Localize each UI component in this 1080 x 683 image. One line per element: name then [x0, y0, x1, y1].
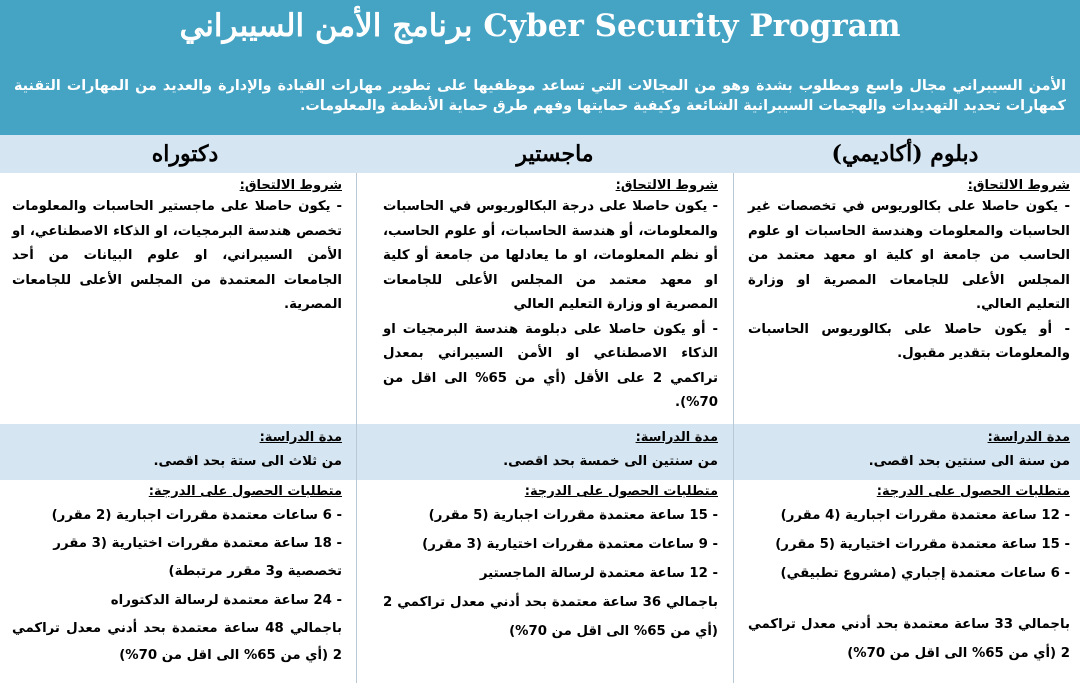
duration-heading: مدة الدراسة:: [259, 430, 342, 445]
requirement-item: - 12 ساعة معتمدة لرسالة الماجستير: [479, 566, 718, 581]
diploma-requirements: [748, 483, 1070, 668]
masters-admission: [383, 177, 718, 416]
duration-value: من سنة الى سنتين بحد اقصى.: [868, 454, 1070, 469]
requirement-item: - 6 ساعات معتمدة مقررات اجبارية (2 مقرر): [51, 508, 342, 523]
column-divider: [356, 173, 357, 683]
masters-duration: [383, 429, 718, 476]
diploma-heading: دبلوم (أكاديمي): [831, 141, 979, 167]
admission-item: - أو يكون حاصلا على بكالوريوس الحاسبات والمعلومات بتقدير مقبول.: [748, 321, 1070, 361]
requirements-heading: متطلبات الحصول على الدرجة:: [876, 484, 1070, 499]
requirement-item: - 6 ساعات معتمدة إجباري (مشروع تطبيقي): [780, 566, 1070, 581]
column-divider: [733, 173, 734, 683]
requirements-total: باجمالي 36 ساعة معتمدة بحد أدني معدل تراكمي 2 (أي من 65% الى اقل من 70%): [383, 595, 718, 639]
diploma-duration: [748, 429, 1070, 476]
requirement-item: - 9 ساعات معتمدة مقررات اختيارية (3 مقرر): [422, 537, 718, 552]
duration-value: من ثلاث الى ستة بحد اقصى.: [153, 454, 342, 469]
admission-heading: شروط الالتحاق:: [239, 178, 342, 193]
requirements-total: باجمالي 48 ساعة معتمدة بحد أدني معدل تراكمي 2 (أي من 65% الى اقل من 70%): [12, 621, 342, 663]
requirement-item: - 15 ساعة معتمدة مقررات اختيارية (5 مقرر): [775, 537, 1070, 552]
duration-value: من سنتين الى خمسة بحد اقصى.: [503, 454, 718, 469]
requirements-heading: متطلبات الحصول على الدرجة:: [148, 484, 342, 499]
requirement-item: - 18 ساعة معتمدة مقررات اختيارية (3 مقرر تخصصية و3 مقرر مرتبطة): [53, 536, 342, 579]
admission-item: - يكون حاصلا على ماجستير الحاسبات والمعلومات تخصص هندسة البرمجيات، او الذكاء الاصطناعي، او الأمن السيبراني، او علوم البيانات من أحد الجامعات المعتمدة من المجلس الأعلى للجامعات المصرية.: [12, 199, 342, 312]
admission-item: - يكون حاصلا على بكالوريوس في تخصصات غير الحاسبات والمعلومات وهندسة الحاسبات او علوم الحاسب من جامعة او كلية او معهد معتمد من المجلس الأعلى للجامعات المصرية او وزارة التعليم العالي.: [748, 199, 1070, 312]
masters-requirements: [383, 483, 718, 646]
doctorate-heading: دكتوراه: [151, 141, 219, 167]
doctorate-duration: [12, 429, 342, 476]
requirements-total: باجمالي 33 ساعة معتمدة بحد أدني معدل تراكمي 2 (أي من 65% الى اقل من 70%): [748, 617, 1070, 661]
requirement-item: - 12 ساعة معتمدة مقررات اجبارية (4 مقرر): [780, 508, 1070, 523]
requirement-item: - 15 ساعة معتمدة مقررات اجبارية (5 مقرر): [428, 508, 718, 523]
admission-item: - أو يكون حاصلا على دبلومة هندسة البرمجيات او الذكاء الاصطناعي او الأمن السيبراني بمعدل تراكمي 2 على الأقل (أي من 65% الى اقل من 70%).: [383, 321, 718, 410]
admission-heading: شروط الالتحاق:: [615, 178, 718, 193]
doctorate-requirements: [12, 483, 342, 669]
requirement-item: - 24 ساعة معتمدة لرسالة الدكتوراه: [110, 593, 342, 608]
admission-heading: شروط الالتحاق:: [967, 178, 1070, 193]
admission-item: - يكون حاصلا على درجة البكالوريوس في الحاسبات والمعلومات، أو هندسة الحاسبات، أو علوم الحاسب، أو نظم المعلومات، او ما يعادلها من جامعة أو كلية او معهد معتمد من المجلس الأعلى للجامعات المصرية او وزارة التعليم العالي: [383, 199, 718, 312]
header-banner: [0, 0, 1080, 135]
duration-heading: مدة الدراسة:: [635, 430, 718, 445]
requirements-heading: متطلبات الحصول على الدرجة:: [524, 484, 718, 499]
doctorate-admission: [12, 177, 342, 318]
duration-heading: مدة الدراسة:: [987, 430, 1070, 445]
intro-paragraph: الأمن السيبراني مجال واسع ومطلوب بشدة وهو من المجالات التي تساعد موظفيها على تطوير مهارات القيادة والإدارة والعديد من المهارات التقنية كمهارات تحديد التهديدات والهجمات السيبرانية الشائعة وكيفية حمايتها وفهم طرق حماية الأنظمة والمعلومات.: [14, 78, 1066, 114]
page-title: برنامج الأمن السيبراني Cyber Security Program: [179, 8, 901, 44]
diploma-admission: [748, 177, 1070, 367]
masters-heading: ماجستير: [516, 141, 594, 167]
